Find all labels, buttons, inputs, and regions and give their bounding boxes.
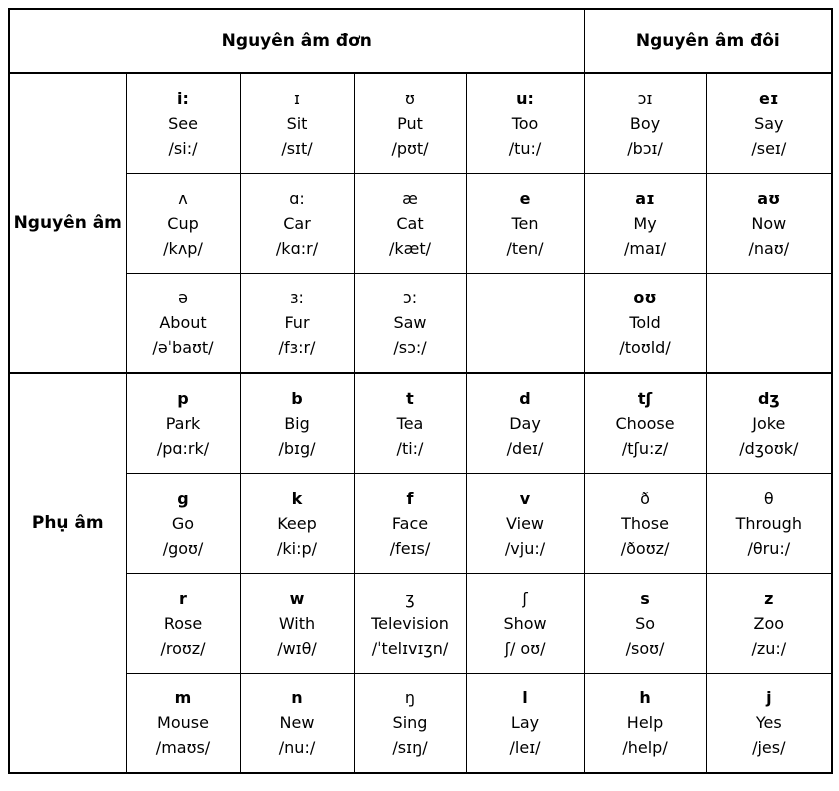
example-word: Ten <box>511 213 539 233</box>
phoneme-cell <box>706 573 832 673</box>
example-word: Boy <box>629 113 661 133</box>
phoneme-cell <box>354 373 466 473</box>
section-label-vowels <box>9 73 126 373</box>
table-row <box>9 573 832 673</box>
phonetic-transcription: /θru:/ <box>747 538 791 558</box>
phoneme-cell <box>706 473 832 573</box>
phoneme-symbol: aʊ <box>757 188 781 208</box>
phoneme-symbol: s <box>640 588 650 608</box>
phonetic-transcription: /maɪ/ <box>623 238 667 258</box>
example-word: Television <box>371 613 449 633</box>
phoneme-cell <box>706 673 832 773</box>
phoneme-cell <box>584 373 706 473</box>
phonetic-transcription: /si:/ <box>168 138 198 158</box>
section-label-text: Phụ âm <box>31 513 104 534</box>
phoneme-cell <box>240 473 354 573</box>
table-row <box>9 173 832 273</box>
phonetic-transcription: /jes/ <box>752 738 786 758</box>
phoneme-cell <box>126 473 240 573</box>
example-word: So <box>635 613 656 633</box>
phonetic-transcription: /sɪŋ/ <box>392 738 428 758</box>
phoneme-cell <box>466 673 584 773</box>
phoneme-symbol: æ <box>402 188 418 208</box>
example-word: Now <box>751 213 787 233</box>
example-word: Sing <box>392 713 428 733</box>
phoneme-cell <box>240 173 354 273</box>
example-word: Rose <box>163 613 203 633</box>
phoneme-cell <box>354 673 466 773</box>
phonetic-transcription: /bɔɪ/ <box>627 138 663 158</box>
phoneme-symbol: m <box>174 688 192 708</box>
phonetic-transcription: /ðoʊz/ <box>620 538 670 558</box>
phoneme-symbol: n <box>291 688 303 708</box>
example-word: Told <box>629 313 661 333</box>
phoneme-symbol: f <box>406 488 414 508</box>
phoneme-symbol: z <box>764 588 774 608</box>
section-label-consonants <box>9 373 126 773</box>
phoneme-cell <box>126 673 240 773</box>
ipa-pronunciation-table <box>8 8 833 774</box>
phoneme-cell <box>240 273 354 373</box>
phonetic-transcription: /help/ <box>622 738 668 758</box>
phonetic-transcription: /sɪt/ <box>281 138 313 158</box>
phoneme-cell <box>466 73 584 173</box>
phonetic-transcription: /nu:/ <box>278 738 316 758</box>
example-word: Say <box>754 113 784 133</box>
phoneme-symbol: v <box>519 488 531 508</box>
phoneme-cell <box>706 373 832 473</box>
phonetic-transcription: /leɪ/ <box>509 738 541 758</box>
phoneme-symbol: h <box>639 688 651 708</box>
phonetic-transcription: /kæt/ <box>388 238 432 258</box>
example-word: Put <box>397 113 423 133</box>
phonetic-transcription: /tu:/ <box>508 138 542 158</box>
example-word: Saw <box>393 313 427 333</box>
phoneme-symbol: tʃ <box>637 388 653 408</box>
phoneme-symbol: i: <box>177 88 189 108</box>
example-word: Show <box>503 613 547 633</box>
example-word: Too <box>511 113 539 133</box>
phonetic-transcription: /naʊ/ <box>748 238 790 258</box>
example-word: Park <box>165 413 201 433</box>
phoneme-symbol: ŋ <box>404 688 416 708</box>
phoneme-symbol: aɪ <box>635 188 655 208</box>
table-row <box>9 73 832 173</box>
example-word: View <box>506 513 544 533</box>
phoneme-cell <box>354 173 466 273</box>
example-word: Mouse <box>157 713 209 733</box>
phoneme-symbol: oʊ <box>633 288 657 308</box>
example-word: Car <box>283 213 311 233</box>
example-word: With <box>278 613 316 633</box>
phoneme-symbol: ɔɪ <box>637 88 653 108</box>
example-word: Tea <box>396 413 424 433</box>
phoneme-symbol: b <box>291 388 303 408</box>
phonetic-transcription: /fɜ:r/ <box>278 338 316 358</box>
phonetic-transcription: /əˈbaʊt/ <box>152 338 214 358</box>
phoneme-cell <box>240 573 354 673</box>
example-word: Help <box>626 713 664 733</box>
phoneme-symbol: ɔ: <box>402 288 418 308</box>
empty-cell <box>706 273 832 373</box>
phoneme-symbol: g <box>177 488 189 508</box>
phonetic-transcription: /kɑ:r/ <box>275 238 319 258</box>
example-word: Big <box>284 413 310 433</box>
phoneme-cell <box>126 573 240 673</box>
phoneme-symbol: r <box>179 588 187 608</box>
phoneme-cell <box>466 473 584 573</box>
section-label-text: Nguyên âm <box>13 212 122 233</box>
phoneme-symbol: ɜ: <box>290 288 304 308</box>
phoneme-symbol: k <box>291 488 303 508</box>
example-word: Face <box>391 513 429 533</box>
phonetic-transcription: /goʊ/ <box>162 538 204 558</box>
header-single-vowels: Nguyên âm đơn <box>9 9 584 73</box>
table-row <box>9 673 832 773</box>
phoneme-cell <box>354 273 466 373</box>
phoneme-symbol: ɑ: <box>289 188 305 208</box>
phonetic-transcription: /feɪs/ <box>389 538 431 558</box>
example-word: My <box>633 213 657 233</box>
example-word: Go <box>171 513 195 533</box>
phoneme-symbol: l <box>522 688 528 708</box>
phoneme-cell <box>126 73 240 173</box>
phoneme-cell <box>466 373 584 473</box>
phoneme-symbol: ð <box>640 488 650 508</box>
phoneme-cell <box>240 673 354 773</box>
table-row <box>9 373 832 473</box>
phoneme-cell <box>126 373 240 473</box>
table-row <box>9 473 832 573</box>
phoneme-cell <box>584 73 706 173</box>
phoneme-cell <box>584 673 706 773</box>
phoneme-cell <box>240 73 354 173</box>
phoneme-symbol: ʌ <box>178 188 188 208</box>
phonetic-transcription: /deɪ/ <box>506 438 544 458</box>
phonetic-transcription: ʃ/ oʊ/ <box>504 638 546 658</box>
phonetic-transcription: /tʃu:z/ <box>621 438 669 458</box>
phonetic-transcription: /sɔ:/ <box>393 338 427 358</box>
phoneme-cell <box>706 173 832 273</box>
example-word: Yes <box>755 713 782 733</box>
example-word: New <box>279 713 315 733</box>
header-diphthongs: Nguyên âm đôi <box>584 9 832 73</box>
phoneme-cell <box>354 473 466 573</box>
phonetic-transcription: /roʊz/ <box>160 638 206 658</box>
example-word: Keep <box>277 513 317 533</box>
empty-cell <box>466 273 584 373</box>
phonetic-transcription: /ˈtelɪvɪʒn/ <box>371 638 449 658</box>
example-word: Cat <box>396 213 424 233</box>
example-word: See <box>168 113 198 133</box>
phoneme-cell <box>584 173 706 273</box>
example-word: Choose <box>615 413 675 433</box>
header-row <box>9 9 832 73</box>
example-word: About <box>159 313 207 333</box>
phoneme-cell <box>584 573 706 673</box>
phonetic-transcription: /kʌp/ <box>163 238 203 258</box>
phoneme-cell <box>240 373 354 473</box>
phoneme-symbol: ʒ <box>405 588 415 608</box>
phoneme-symbol: t <box>406 388 414 408</box>
phonetic-transcription: /maʊs/ <box>155 738 211 758</box>
phonetic-transcription: /toʊld/ <box>619 338 671 358</box>
table-row <box>9 273 832 373</box>
phoneme-cell <box>706 73 832 173</box>
phoneme-cell <box>126 173 240 273</box>
phoneme-symbol: eɪ <box>759 88 779 108</box>
phoneme-symbol: ə <box>178 288 188 308</box>
phoneme-symbol: ʃ <box>522 588 528 608</box>
phonetic-transcription: /wɪθ/ <box>277 638 317 658</box>
phonetic-transcription: /bɪg/ <box>278 438 316 458</box>
example-word: Sit <box>286 113 308 133</box>
phonetic-transcription: /vju:/ <box>504 538 546 558</box>
phoneme-symbol: ɪ <box>294 88 300 108</box>
phoneme-symbol: θ <box>763 488 774 508</box>
phonetic-transcription: /pɑ:rk/ <box>156 438 210 458</box>
example-word: Day <box>509 413 541 433</box>
phoneme-symbol: d <box>519 388 531 408</box>
phoneme-cell <box>354 573 466 673</box>
phonetic-transcription: /dʒoʊk/ <box>739 438 799 458</box>
phoneme-symbol: w <box>289 588 305 608</box>
example-word: Fur <box>284 313 310 333</box>
phoneme-symbol: j <box>766 688 772 708</box>
phonetic-transcription: /seɪ/ <box>751 138 787 158</box>
phoneme-symbol: e <box>519 188 531 208</box>
example-word: Lay <box>510 713 540 733</box>
phoneme-cell <box>126 273 240 373</box>
phoneme-cell <box>466 173 584 273</box>
phonetic-transcription: /zu:/ <box>751 638 787 658</box>
phoneme-cell <box>354 73 466 173</box>
phonetic-transcription: /ten/ <box>506 238 544 258</box>
phoneme-symbol: ʊ <box>405 88 415 108</box>
example-word: Cup <box>167 213 199 233</box>
phoneme-symbol: p <box>177 388 189 408</box>
phonetic-transcription: /soʊ/ <box>625 638 665 658</box>
phonetic-transcription: /pʊt/ <box>391 138 429 158</box>
phonetic-transcription: /ki:p/ <box>276 538 318 558</box>
phoneme-cell <box>584 473 706 573</box>
example-word: Zoo <box>753 613 785 633</box>
example-word: Joke <box>752 413 786 433</box>
phoneme-cell <box>584 273 706 373</box>
phoneme-symbol: dʒ <box>757 388 780 408</box>
example-word: Those <box>621 513 669 533</box>
phonetic-transcription: /ti:/ <box>396 438 424 458</box>
example-word: Through <box>735 513 802 533</box>
phoneme-symbol: u: <box>516 88 534 108</box>
phoneme-cell <box>466 573 584 673</box>
